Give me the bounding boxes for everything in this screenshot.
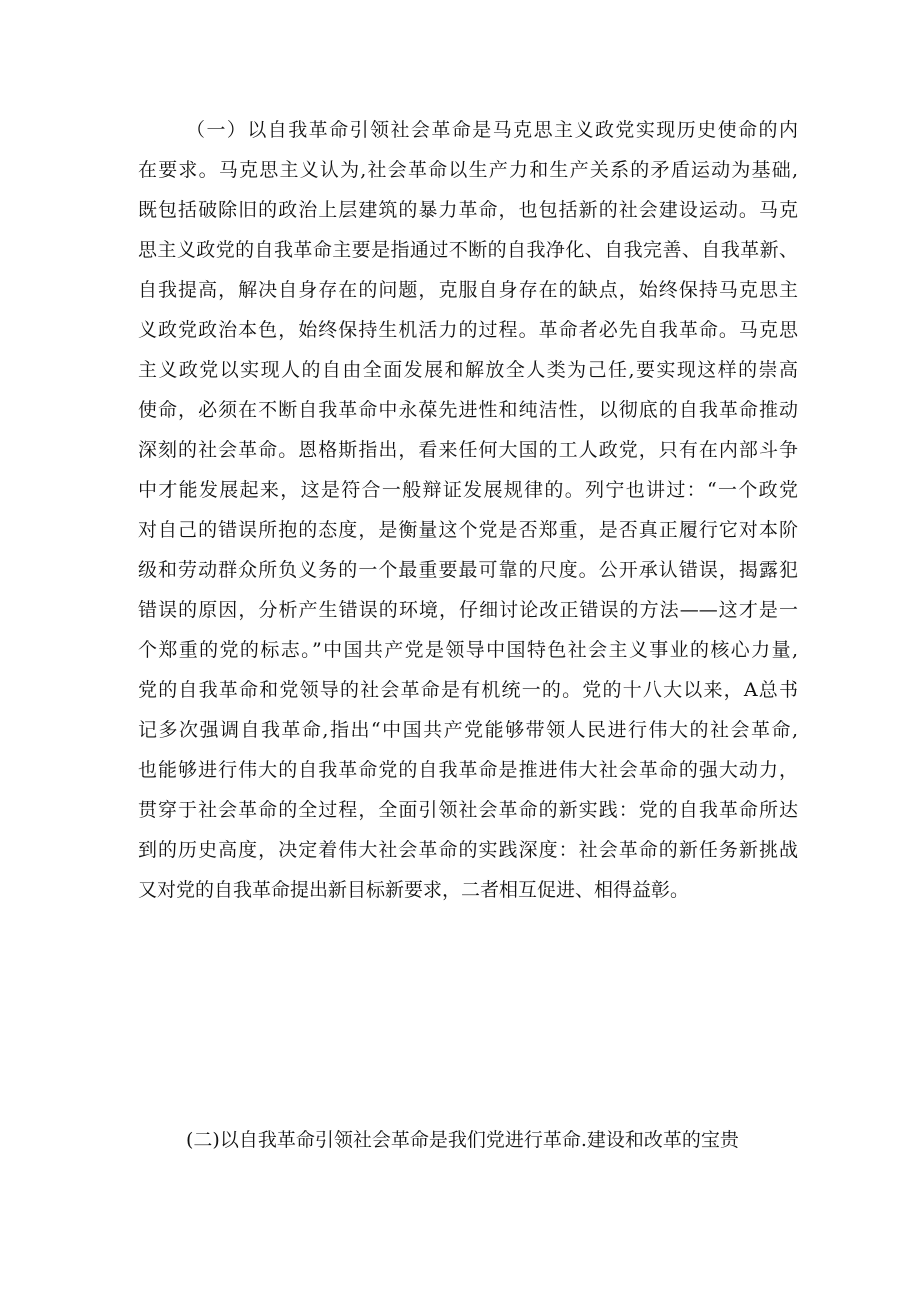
- paragraph-line: 中才能发展起来，这是符合一般辩证发展规律的。列宁也讲过：“一个政党: [138, 479, 798, 501]
- paragraph-line: 使命，必须在不断自我革命中永葆先进性和纯洁性，以彻底的自我革命推动: [138, 399, 798, 421]
- paragraph-line: 主义政党以实现人的自由全面发展和解放全人类为己任,要实现这样的崇高: [138, 359, 798, 381]
- paragraph-line: 级和劳动群众所负义务的一个最重要最可靠的尺度。公开承认错误，揭露犯: [138, 559, 798, 581]
- paragraph-line: 个郑重的党的标志。”中国共产党是领导中国特色社会主义事业的核心力量,: [138, 639, 798, 661]
- paragraph-line: 贯穿于社会革命的全过程，全面引领社会革命的新实践：党的自我革命所达: [138, 799, 798, 821]
- paragraph-line: 党的自我革命和党领导的社会革命是有机统一的。党的十八大以来，A总书: [138, 679, 798, 701]
- paragraph-line: 在要求。马克思主义认为,社会革命以生产力和生产关系的矛盾运动为基础,: [138, 159, 798, 181]
- paragraph-line: 错误的原因，分析产生错误的环境，仔细讨论改正错误的方法——这才是一: [138, 599, 798, 621]
- paragraph-line: 自我提高，解决自身存在的问题，克服自身存在的缺点，始终保持马克思主: [138, 279, 798, 301]
- paragraph-line: （一）以自我革命引领社会革命是马克思主义政党实现历史使命的内: [186, 119, 798, 141]
- paragraph-line: 既包括破除旧的政治上层建筑的暴力革命，也包括新的社会建设运动。马克: [138, 199, 798, 221]
- paragraph-2: [138, 1120, 798, 1160]
- paragraph-1: [138, 110, 798, 910]
- paragraph-line: 思主义政党的自我革命主要是指通过不断的自我净化、自我完善、自我革新、: [138, 239, 798, 261]
- paragraph-line: 也能够进行伟大的自我革命党的自我革命是推进伟大社会革命的强大动力，: [138, 759, 798, 781]
- paragraph-line: 对自己的错误所抱的态度，是衡量这个党是否郑重，是否真正履行它对本阶: [138, 519, 798, 541]
- paragraph-line: 又对党的自我革命提出新目标新要求，二者相互促进、相得益彰。: [138, 879, 690, 901]
- paragraph-line: 深刻的社会革命。恩格斯指出，看来任何大国的工人政党，只有在内部斗争: [138, 439, 798, 461]
- paragraph-line: 记多次强调自我革命,指出“中国共产党能够带领人民进行伟大的社会革命,: [138, 719, 798, 741]
- paragraph-line: 义政党政治本色，始终保持生机活力的过程。革命者必先自我革命。马克思: [138, 319, 798, 341]
- paragraph-line: 到的历史高度，决定着伟大社会革命的实践深度：社会革命的新任务新挑战: [138, 839, 798, 861]
- paragraph-line: (二)以自我革命引领社会革命是我们党进行革命.建设和改革的宝贵: [186, 1129, 739, 1151]
